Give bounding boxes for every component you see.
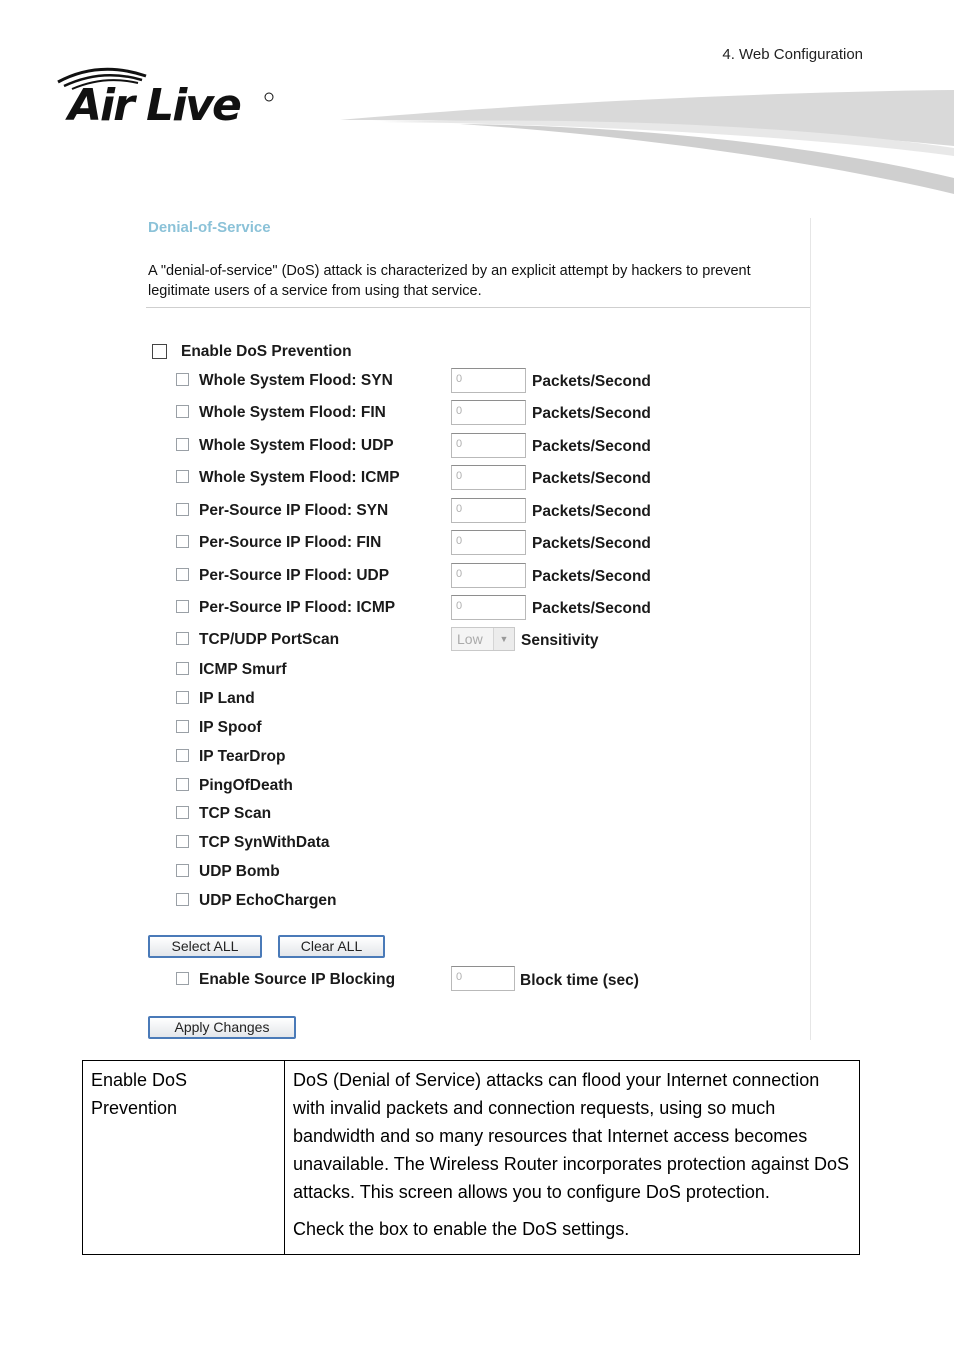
per-source-icmp-checkbox[interactable] [176,600,189,613]
sensitivity-select[interactable] [451,627,515,651]
tcp-synwithdata-label: TCP SynWithData [199,834,330,851]
ip-teardrop-label: IP TearDrop [199,748,286,765]
whole-syn-label: Whole System Flood: SYN [199,372,393,389]
source-ip-blocking-checkbox[interactable] [176,972,189,985]
portscan-checkbox[interactable] [176,632,189,645]
whole-fin-input[interactable]: 0 [451,400,526,425]
per-source-syn-checkbox[interactable] [176,503,189,516]
per-source-icmp-label: Per-Source IP Flood: ICMP [199,599,396,616]
enable-dos-label: Enable DoS Prevention [181,343,352,360]
whole-udp-label: Whole System Flood: UDP [199,437,394,454]
select-all-button[interactable]: Select ALL [148,935,262,958]
sensitivity-value: Low [457,631,483,647]
udp-bomb-label: UDP Bomb [199,863,280,880]
per-source-fin-checkbox[interactable] [176,535,189,548]
airlive-logo [54,60,284,130]
page-title: Denial-of-Service [148,219,271,236]
chapter-header: 4. Web Configuration [722,46,863,63]
ping-of-death-label: PingOfDeath [199,777,293,794]
divider [146,307,810,308]
tcp-scan-label: TCP Scan [199,805,272,822]
whole-icmp-input[interactable]: 0 [451,465,526,490]
per-source-udp-label: Per-Source IP Flood: UDP [199,567,390,584]
tcp-scan-checkbox[interactable] [176,806,189,819]
header-swoosh-graphic [340,86,954,198]
chevron-down-icon: ▼ [493,628,514,650]
whole-udp-unit: Packets/Second [532,438,651,455]
source-ip-blocking-label: Enable Source IP Blocking [199,971,396,988]
whole-syn-unit: Packets/Second [532,373,651,390]
whole-fin-label: Whole System Flood: FIN [199,404,386,421]
block-time-label: Block time (sec) [520,972,639,989]
per-source-syn-unit: Packets/Second [532,503,651,520]
ip-land-checkbox[interactable] [176,691,189,704]
ip-land-label: IP Land [199,690,255,707]
ip-spoof-label: IP Spoof [199,719,262,736]
table-row [83,1061,860,1255]
term-cell [83,1061,285,1255]
term-text: Enable DoS Prevention [91,1070,188,1118]
definition-cell [285,1061,860,1255]
per-source-fin-input[interactable]: 0 [451,530,526,555]
whole-fin-checkbox[interactable] [176,405,189,418]
description-table [82,1060,860,1255]
enable-dos-checkbox[interactable] [152,344,167,359]
per-source-icmp-unit: Packets/Second [532,600,651,617]
clear-all-button[interactable]: Clear ALL [278,935,385,958]
per-source-udp-unit: Packets/Second [532,568,651,585]
whole-icmp-checkbox[interactable] [176,470,189,483]
whole-udp-checkbox[interactable] [176,438,189,451]
whole-icmp-unit: Packets/Second [532,470,651,487]
per-source-icmp-input[interactable]: 0 [451,595,526,620]
apply-changes-button[interactable]: Apply Changes [148,1016,296,1039]
block-time-input[interactable]: 0 [451,966,515,991]
sensitivity-label: Sensitivity [521,632,599,649]
whole-udp-input[interactable]: 0 [451,433,526,458]
portscan-label: TCP/UDP PortScan [199,631,340,648]
panel-border [810,218,811,1040]
definition-note: Check the box to enable the DoS settings. [293,1219,630,1239]
per-source-fin-unit: Packets/Second [532,535,651,552]
udp-echochargen-checkbox[interactable] [176,893,189,906]
page-description: A "denial-of-service" (DoS) attack is characterized by an explicit attempt by hackers to prevent legitimate users of a service from using that service. [148,263,751,299]
whole-syn-input[interactable]: 0 [451,368,526,393]
per-source-udp-input[interactable]: 0 [451,563,526,588]
whole-icmp-label: Whole System Flood: ICMP [199,469,400,486]
icmp-smurf-checkbox[interactable] [176,662,189,675]
icmp-smurf-label: ICMP Smurf [199,661,287,678]
whole-fin-unit: Packets/Second [532,405,651,422]
udp-bomb-checkbox[interactable] [176,864,189,877]
ip-spoof-checkbox[interactable] [176,720,189,733]
whole-syn-checkbox[interactable] [176,373,189,386]
udp-echochargen-label: UDP EchoChargen [199,892,337,909]
per-source-syn-label: Per-Source IP Flood: SYN [199,502,389,519]
ip-teardrop-checkbox[interactable] [176,749,189,762]
per-source-udp-checkbox[interactable] [176,568,189,581]
tcp-synwithdata-checkbox[interactable] [176,835,189,848]
per-source-syn-input[interactable]: 0 [451,498,526,523]
svg-text:Air Live: Air Live [68,80,240,130]
ping-of-death-checkbox[interactable] [176,778,189,791]
definition-text: DoS (Denial of Service) attacks can flood your Internet connection with invalid packets and connection requests, using so much bandwidth and so many resources that Internet access becomes unavailable. The Wireless Router incorporates protection against DoS attacks. This screen allows you to configure DoS protection. [293,1070,849,1202]
per-source-fin-label: Per-Source IP Flood: FIN [199,534,382,551]
